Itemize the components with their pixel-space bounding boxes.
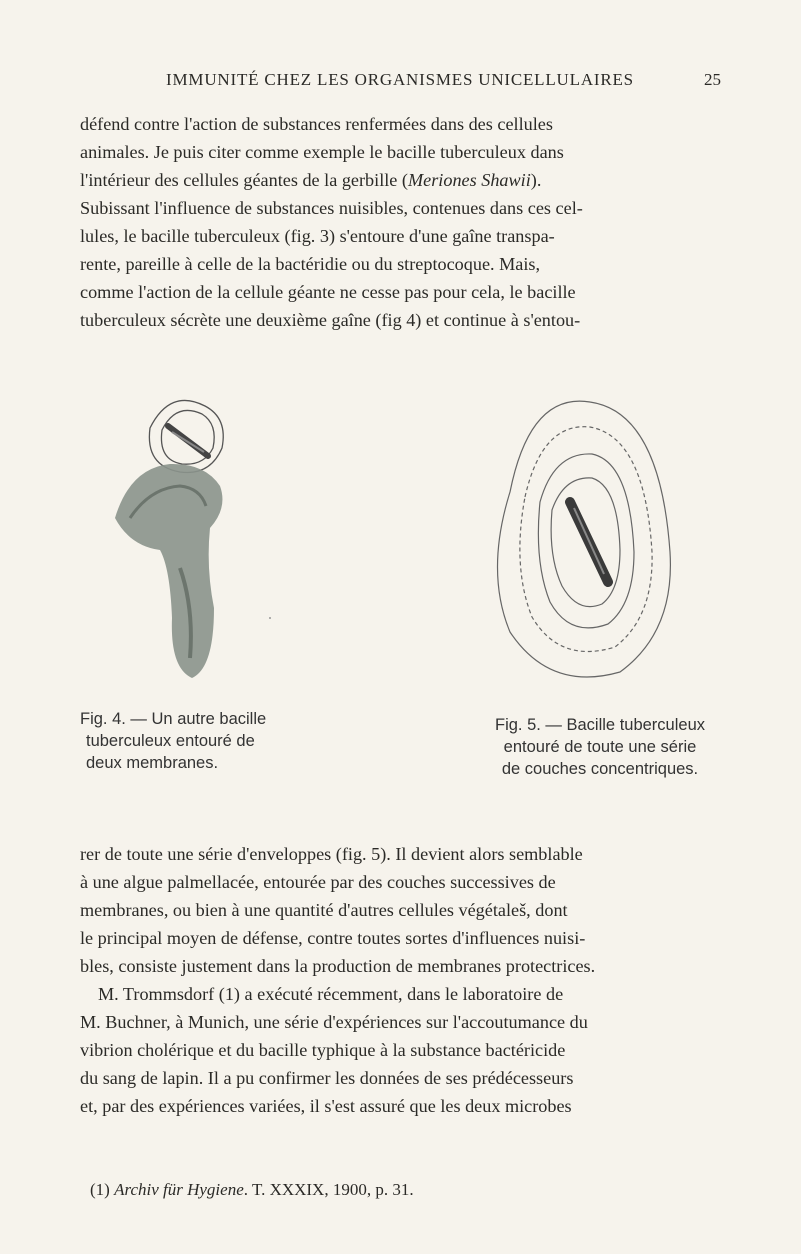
text-line: rente, pareille à celle de la bactéridie ou du streptocoque. Mais, bbox=[80, 254, 541, 274]
text-line: lules, le bacille tuberculeux (fig. 3) s'entoure d'une gaîne transpa- bbox=[80, 226, 555, 246]
text-line: M. Buchner, à Munich, une série d'expériences sur l'accoutumance du bbox=[80, 1012, 588, 1032]
page-number: 25 bbox=[704, 70, 721, 89]
figure-5-caption: Fig. 5. — Bacille tuberculeux entouré de toute une série de couches concentriques. bbox=[494, 716, 705, 778]
text-line: rer de toute une série d'enveloppes (fig. 5). Il devient alors semblable bbox=[80, 844, 583, 864]
text-line: du sang de lapin. Il a pu confirmer les données de ses prédécesseurs bbox=[80, 1068, 574, 1088]
text-line: membranes, ou bien à une quantité d'autres cellules végétaleš, dont bbox=[80, 900, 568, 920]
figure-5-illustration bbox=[470, 372, 700, 702]
text-line: à une algue palmellacée, entourée par des couches successives de bbox=[80, 872, 556, 892]
running-title: IMMUNITÉ CHEZ LES ORGANISMES UNICELLULAIRES bbox=[166, 70, 634, 89]
text-line: défend contre l'action de substances renfermées dans des cellules bbox=[80, 114, 553, 134]
paragraph-2 bbox=[80, 840, 720, 1120]
footnote: (1) Archiv für Hygiene. T. XXXIX, 1900, p. 31. bbox=[90, 1180, 414, 1199]
figure-4-illustration bbox=[110, 368, 340, 708]
text-line: l'intérieur des cellules géantes de la gerbille (Meriones Shawii). bbox=[80, 170, 542, 190]
text-line: animales. Je puis citer comme exemple le bacille tuberculeux dans bbox=[80, 142, 564, 162]
text-line: M. Trommsdorf (1) a exécuté récemment, dans le laboratoire de bbox=[98, 984, 564, 1004]
journal-title: Archiv für Hygiene bbox=[114, 1180, 244, 1199]
figure-4-caption: Fig. 4. — Un autre bacille tuberculeux entouré de deux membranes. bbox=[80, 710, 267, 772]
paragraph-1 bbox=[80, 110, 720, 334]
text-line: Subissant l'influence de substances nuisibles, contenues dans ces cel- bbox=[80, 198, 583, 218]
text-line: le principal moyen de défense, contre toutes sortes d'influences nuisi- bbox=[80, 928, 586, 948]
text-line: bles, consiste justement dans la production de membranes protectrices. bbox=[80, 956, 596, 976]
text-line: vibrion cholérique et du bacille typhique à la substance bactéricide bbox=[80, 1040, 566, 1060]
text-line: comme l'action de la cellule géante ne cesse pas pour cela, le bacille bbox=[80, 282, 576, 302]
text-line: tuberculeux sécrète une deuxième gaîne (fig 4) et continue à s'entou- bbox=[80, 310, 581, 330]
species-name: Meriones Shawii bbox=[408, 170, 531, 190]
text-line: et, par des expériences variées, il s'est assuré que les deux microbes bbox=[80, 1096, 572, 1116]
